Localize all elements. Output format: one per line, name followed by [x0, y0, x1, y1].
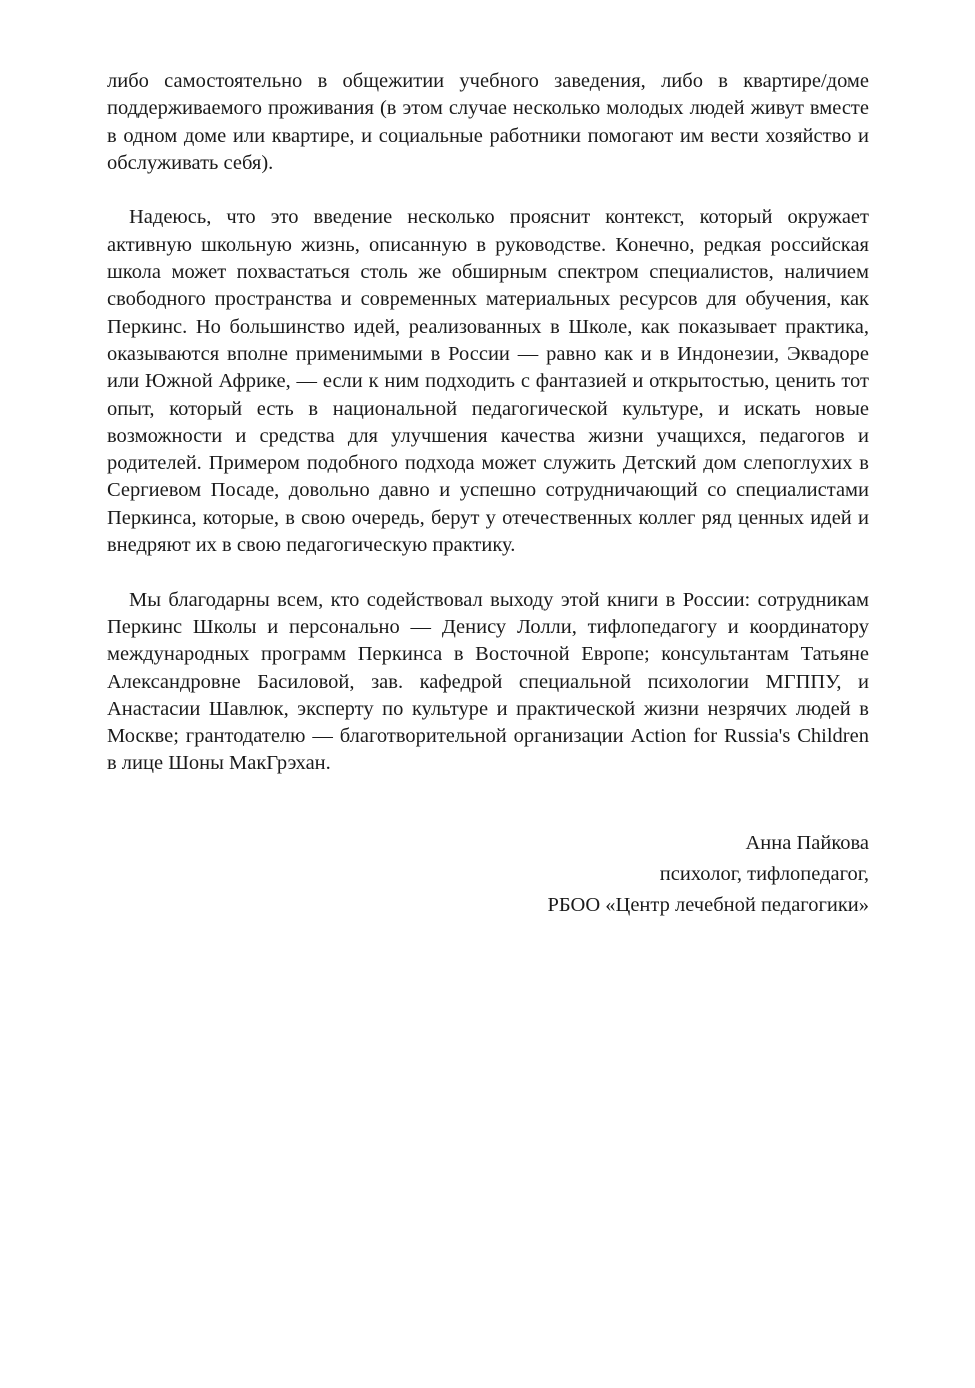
paragraph-context: Надеюсь, что это введение несколько прояснит контекст, который окружает активную школьную жизнь, описанную в руководстве. Конечно, редкая российская школа может похвастаться столь же обширным спектром специалистов, наличием свободного пространства и современных материальных ресурсов для обучения, как Перкинс. Но большинство идей, реализованных в Школе, как показывает практика, оказываются вполне применимыми в России — равно как и в Индонезии, Эквадоре или Южной Африке, — если к ним подходить с фантазией и открытостью, ценить тот опыт, который есть в национальной педагогической культуре, и искать новые возможности и средства для улучшения качества жизни учащихся, педагогов и родителей. Примером подобного подхода может служить Детский дом слепоглухих в Сергиевом Посаде, довольно давно и успешно сотрудничающий со специалистами Перкинса, которые, в свою очередь, берут у отечественных коллег ряд ценных идей и внедряют их в свою педагогическую практику. [107, 206, 869, 557]
signature-name: Анна Пайкова [745, 831, 869, 854]
signature-organization: РБОО «Центр лечебной педагогики» [547, 893, 869, 916]
document-page [107, 68, 869, 921]
signature-block [107, 828, 869, 921]
paragraph-acknowledgements: Мы благодарны всем, кто содействовал выходу этой книги в России: сотрудникам Перкинс Школы и персонально — Денису Лолли, тифлопедагогу и координатору международных программ Перкинса в Восточной Европе; консультантам Татьяне Александровне Басиловой, зав. кафедрой специальной психологии МГППУ, и Анастасии Шавлюк, эксперту по культуре и практической жизни незрячих людей в Москве; грантодателю — благотворительной организации Action for Russia's Children в лице Шоны МакГрэхан. [107, 588, 869, 775]
signature-title: психолог, тифлопедагог, [659, 862, 869, 885]
paragraph-continuation: либо самостоятельно в общежитии учебного заведения, либо в квартире/доме поддерживаемого проживания (в этом случае несколько молодых людей живут вместе в одном доме или квартире, и социальные работники помогают им вести хозяйство и обслуживать себя). [107, 70, 869, 174]
